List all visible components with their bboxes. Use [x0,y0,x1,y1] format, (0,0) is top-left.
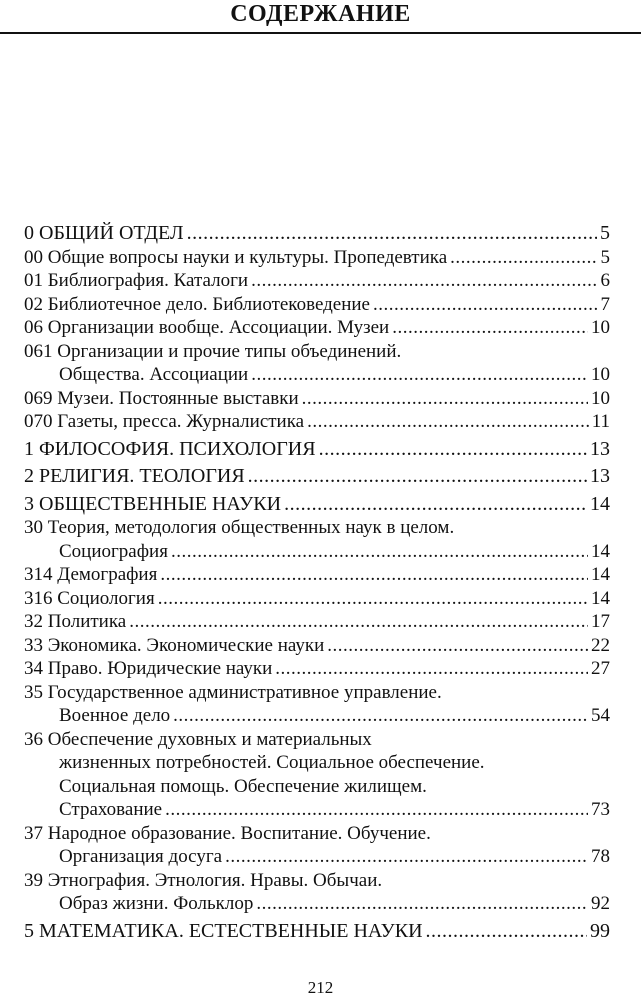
toc-line [24,610,610,634]
toc-entry-title: 32 Политика [24,611,127,632]
toc-line [24,387,610,411]
toc-entry [24,387,610,411]
toc-entry [24,587,610,611]
dot-leader [256,892,588,916]
toc-page-number: 73 [591,799,610,820]
toc-entry-title: 01 Библиография. Каталоги [24,270,249,291]
toc-entry [24,410,610,434]
toc-entry-title: Общества. Ассоциации [59,364,249,385]
toc-page-number: 27 [591,658,610,679]
toc-section [24,438,610,462]
toc-entry-title: 37 Народное образование. Воспитание. Обучение. [24,822,431,844]
dot-leader [327,634,588,658]
toc-line [24,775,610,799]
toc-section [24,493,610,517]
table-of-contents [24,222,610,943]
toc-line [24,892,610,916]
toc-entry-title: 36 Обеспечение духовных и материальных [24,728,372,750]
page-title: СОДЕРЖАНИЕ [230,1,411,27]
toc-line [24,728,610,752]
toc-page-number: 7 [600,293,610,315]
page-header [0,0,641,34]
toc-page-number: 6 [600,270,610,291]
toc-entry [24,728,610,822]
toc-line [24,246,610,270]
dot-leader [251,363,588,387]
toc-entry-title: 2 РЕЛИГИЯ. ТЕОЛОГИЯ [24,465,245,487]
toc-line [24,563,610,587]
toc-line [24,540,610,564]
toc-entry [24,563,610,587]
dot-leader [165,798,588,822]
toc-entry [24,340,610,387]
toc-page-number: 5 [600,246,610,268]
toc-entry-title: 5 МАТЕМАТИКА. ЕСТЕСТВЕННЫЕ НАУКИ [24,919,423,942]
toc-entry [24,822,610,869]
dot-leader [302,387,588,411]
toc-entry-title: 316 Социология [24,587,155,609]
toc-line [24,634,610,658]
toc-entry-title: 39 Этнография. Этнология. Нравы. Обычаи. [24,869,383,891]
toc-line [24,410,610,434]
toc-entry [24,657,610,681]
dot-leader [158,587,588,611]
toc-line [24,751,610,775]
toc-entry-title: 069 Музеи. Постоянные выставки [24,387,299,409]
toc-entry-title: 30 Теория, методология общественных наук в целом. [24,517,455,538]
toc-line [24,516,610,540]
toc-entry-title: 314 Демография [24,564,158,585]
dot-leader [392,316,588,340]
toc-line [24,493,610,517]
dot-leader [248,465,587,489]
dot-leader [450,246,597,270]
toc-page-number: 92 [591,893,610,914]
page-number: 212 [307,978,334,997]
dot-leader [187,222,597,246]
toc-entry-title: Организация досуга [59,846,223,867]
toc-page-number: 22 [591,634,610,656]
toc-entry-title: Военное дело [59,705,171,726]
toc-line [24,822,610,846]
toc-line [24,316,610,340]
toc-entry [24,869,610,916]
toc-entry-title: 06 Организации вообще. Ассоциации. Музеи [24,317,390,338]
toc-line [24,920,610,944]
toc-entry [24,610,610,634]
toc-entry [24,246,610,270]
toc-page-number: 10 [591,364,610,385]
toc-entry-title: 1 ФИЛОСОФИЯ. ПСИХОЛОГИЯ [24,437,316,460]
dot-leader [251,269,597,293]
dot-leader [173,704,588,728]
toc-entry-title: 00 Общие вопросы науки и культуры. Пропедевтика [24,246,448,268]
toc-page-number: 14 [591,540,610,562]
toc-page-number: 13 [590,465,610,487]
toc-entry [24,681,610,728]
toc-entry [24,516,610,563]
toc-entry-title: Страхование [59,799,163,820]
toc-page-number: 99 [590,919,610,942]
toc-line [24,869,610,893]
dot-leader [160,563,588,587]
toc-entry-title: 0 ОБЩИЙ ОТДЕЛ [24,222,184,244]
toc-entry-title: 35 Государственное административное управление. [24,681,442,703]
toc-page-number: 14 [590,492,610,515]
toc-line [24,845,610,869]
toc-entry [24,269,610,293]
dot-leader [171,540,588,564]
toc-entry-title: Социальная помощь. Обеспечение жилищем. [59,775,427,797]
toc-line [24,704,610,728]
toc-page-number: 54 [591,705,610,726]
toc-line [24,798,610,822]
toc-line [24,587,610,611]
toc-section [24,465,610,489]
toc-line [24,293,610,317]
toc-entry-title: 34 Право. Юридические науки [24,658,273,679]
dot-leader [225,845,588,869]
dot-leader [129,610,588,634]
toc-entry-title: 3 ОБЩЕСТВЕННЫЕ НАУКИ [24,492,282,515]
toc-page-number: 78 [591,846,610,867]
toc-line [24,438,610,462]
toc-line [24,269,610,293]
dot-leader [319,438,587,462]
toc-page-number: 14 [591,587,610,609]
toc-section [24,222,610,246]
toc-page-number: 17 [591,611,610,632]
dot-leader [275,657,588,681]
toc-section [24,920,610,944]
dot-leader [373,293,598,317]
toc-entry-title: Социография [59,540,168,562]
dot-leader [426,920,587,944]
toc-page-number: 10 [591,387,610,409]
toc-page-number: 5 [600,222,610,244]
toc-entry [24,293,610,317]
toc-line [24,340,610,364]
toc-line [24,657,610,681]
dot-leader [307,410,589,434]
toc-line [24,681,610,705]
dot-leader [284,493,587,517]
toc-entry-title: 33 Экономика. Экономические науки [24,634,325,656]
toc-entry [24,316,610,340]
toc-entry-title: 02 Библиотечное дело. Библиотековедение [24,293,370,315]
toc-line [24,363,610,387]
toc-entry-title: 061 Организации и прочие типы объединений. [24,340,402,362]
toc-entry-title: жизненных потребностей. Социальное обеспечение. [59,752,485,773]
toc-entry [24,634,610,658]
toc-page-number: 11 [591,411,610,432]
toc-line [24,465,610,489]
toc-page-number: 13 [590,437,610,460]
toc-page-number: 14 [591,564,610,585]
toc-page-number: 10 [591,317,610,338]
toc-entry-title: Образ жизни. Фольклор [59,893,254,914]
toc-line [24,222,610,246]
toc-entry-title: 070 Газеты, пресса. Журналистика [24,411,305,432]
